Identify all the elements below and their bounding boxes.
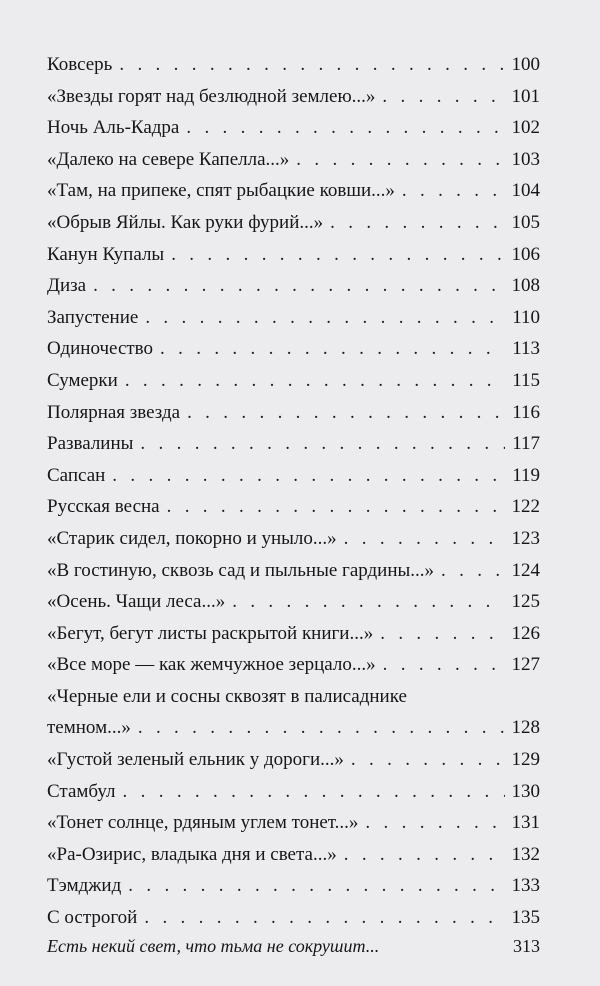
toc-entry-page: 122 [511, 496, 540, 518]
toc-entry [47, 649, 540, 681]
toc-entry [47, 175, 540, 207]
toc-entry [47, 333, 540, 365]
toc-entry [47, 523, 540, 555]
toc-entry [47, 776, 540, 808]
toc-entry-page: 132 [511, 843, 540, 865]
dot-leader [93, 270, 505, 302]
dot-leader [186, 112, 505, 144]
toc-entry-page: 124 [511, 559, 540, 581]
dot-leader [232, 586, 505, 618]
toc-entry-page: 101 [511, 85, 540, 107]
toc-entry [47, 270, 540, 302]
toc-entry-title: Запустение [47, 306, 139, 328]
toc-entry-page: 128 [511, 717, 540, 739]
table-of-contents [47, 49, 540, 934]
toc-entry [47, 839, 540, 871]
toc-entry-page: 125 [511, 591, 540, 613]
toc-entry-page: 102 [511, 117, 540, 139]
dot-leader [167, 491, 505, 523]
toc-entry-page: 108 [511, 275, 540, 297]
toc-entry-title: «Там, на припеке, спят рыбацкие ковши...» [47, 180, 395, 202]
toc-entry-title: Сапсан [47, 464, 106, 486]
dot-leader [344, 839, 505, 871]
dot-leader [123, 776, 505, 808]
toc-entry-title: Русская весна [47, 496, 160, 518]
toc-entry-page: 116 [512, 401, 540, 423]
toc-entry-page: 135 [511, 907, 540, 929]
dot-leader [380, 618, 505, 650]
toc-entry-page: 131 [511, 812, 540, 834]
toc-entry-page: 100 [511, 54, 540, 75]
dot-leader [344, 523, 505, 555]
toc-entry-page: 106 [511, 243, 540, 265]
toc-entry-page: 119 [512, 464, 540, 486]
toc-entry-title: «Старик сидел, покорно и уныло...» [47, 527, 337, 549]
page-footer [47, 936, 540, 957]
toc-entry-title: Развалины [47, 433, 134, 455]
dot-leader [382, 81, 505, 113]
toc-entry-title: Полярная звезда [47, 401, 181, 423]
toc-entry-title: «Далеко на севере Капелла...» [47, 148, 290, 170]
toc-entry [47, 239, 540, 271]
toc-entry [47, 586, 540, 618]
toc-entry-title: «Тонет солнце, рдяным углем тонет...» [47, 812, 359, 834]
dot-leader [128, 870, 505, 902]
toc-entry [47, 460, 540, 492]
running-title: Есть некий свет, что тьма не сокрушит... [47, 936, 380, 956]
toc-entry [47, 870, 540, 902]
dot-leader [330, 207, 505, 239]
toc-entry-title: Сумерки [47, 369, 118, 391]
toc-entry-title: Канун Купалы [47, 243, 165, 265]
dot-leader [145, 302, 505, 334]
dot-leader [125, 365, 505, 397]
toc-entry [47, 144, 540, 176]
toc-entry [47, 49, 540, 81]
dot-leader [402, 175, 505, 207]
toc-entry-title: Диза [47, 275, 87, 297]
toc-entry-page: 117 [512, 433, 540, 455]
toc-entry [47, 302, 540, 334]
toc-entry-page: 130 [511, 780, 540, 802]
toc-entry-page: 129 [511, 749, 540, 771]
toc-entry-title: «Бегут, бегут листы раскрытой книги...» [47, 622, 374, 644]
toc-entry-title: «Ра-Озирис, владыка дня и света...» [47, 843, 337, 865]
dot-leader [119, 49, 505, 81]
toc-entry [47, 207, 540, 239]
toc-entry [47, 807, 540, 839]
toc-entry [47, 902, 540, 934]
dot-leader [112, 460, 505, 492]
toc-entry [47, 744, 540, 776]
toc-entry-page: 127 [511, 654, 540, 676]
toc-entry-title: Тэмджид [47, 875, 122, 897]
toc-entry-page: 115 [512, 369, 540, 391]
toc-entry-title: «Обрыв Яйлы. Как руки фурий...» [47, 211, 324, 233]
toc-entry [47, 397, 540, 429]
toc-entry-title: «В гостиную, сквозь сад и пыльные гардины...» [47, 559, 435, 581]
dot-leader [383, 649, 505, 681]
dot-leader [140, 428, 505, 460]
toc-entry-title: Одиночество [47, 338, 154, 360]
toc-entry-page: 133 [511, 875, 540, 897]
dot-leader [351, 744, 505, 776]
toc-entry-continuation [47, 712, 540, 744]
toc-entry [47, 555, 540, 587]
toc-entry-page: 110 [512, 306, 540, 328]
toc-entry [47, 365, 540, 397]
toc-entry [47, 618, 540, 650]
dot-leader [160, 333, 505, 365]
dot-leader [365, 807, 505, 839]
toc-entry-page: 103 [511, 148, 540, 170]
toc-entry [47, 112, 540, 144]
toc-entry [47, 491, 540, 523]
toc-entry [47, 81, 540, 113]
toc-entry-title: С острогой [47, 907, 138, 929]
toc-entry-title: «Звезды горят над безлюдной землею...» [47, 85, 376, 107]
toc-entry-title: Ковсерь [47, 54, 113, 75]
toc-entry-title: Ночь Аль-Кадра [47, 117, 180, 139]
dot-leader [441, 555, 505, 587]
toc-entry-title: «Густой зеленый ельник у дороги...» [47, 749, 344, 771]
toc-entry-title: Стамбул [47, 780, 116, 802]
toc-entry-first-line [47, 681, 540, 713]
toc-entry-title: «Черные ели и сосны сквозят в палисаднике [47, 685, 407, 707]
dot-leader [138, 712, 505, 744]
dot-leader [171, 239, 505, 271]
toc-entry-page: 113 [512, 338, 540, 360]
page-number: 313 [513, 936, 540, 956]
toc-entry-page: 104 [511, 180, 540, 202]
toc-entry [47, 428, 540, 460]
toc-entry-title: «Все море — как жемчужное зерцало...» [47, 654, 376, 676]
toc-entry-page: 126 [511, 622, 540, 644]
dot-leader [144, 902, 505, 934]
toc-entry-page: 105 [511, 211, 540, 233]
toc-entry-title-continuation: темном...» [47, 717, 131, 739]
toc-entry-page: 123 [511, 527, 540, 549]
toc-entry-title: «Осень. Чащи леса...» [47, 591, 226, 613]
dot-leader [187, 397, 505, 429]
dot-leader [296, 144, 505, 176]
